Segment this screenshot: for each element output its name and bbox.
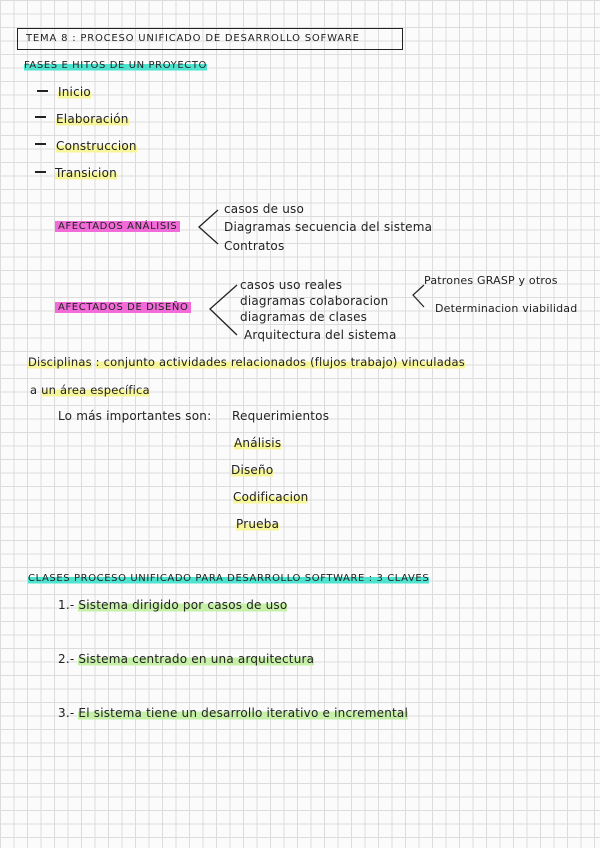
- disciplina-item: [233, 490, 308, 504]
- diseno-label: [55, 302, 191, 313]
- diseno-side-brace-icon: [410, 283, 426, 311]
- disciplinas-line-2-plain: a: [30, 383, 38, 397]
- analisis-label: [55, 221, 180, 232]
- fase-item: [56, 112, 129, 126]
- page-title: TEMA 8 : PROCESO UNIFICADO DE DESARROLLO SOFWARE: [17, 28, 403, 50]
- disciplinas-line-2: [30, 383, 150, 397]
- fase-item: [58, 85, 91, 99]
- disciplina-item-text: Prueba: [236, 517, 280, 531]
- clave-item: [58, 598, 287, 612]
- disciplina-item-text: Análisis: [234, 436, 282, 450]
- clave-number: 1.-: [58, 598, 75, 612]
- claves-heading-text: CLASES PROCESO UNIFICADO PARA DESARROLLO SOFTWARE : 3 CLAVES: [28, 573, 430, 584]
- analisis-brace-icon: [196, 208, 222, 248]
- disciplinas-intro: Lo más importantes son:: [58, 409, 212, 423]
- bullet-dash: [37, 90, 48, 92]
- bullet-dash: [35, 143, 46, 145]
- diseno-item: casos uso reales: [240, 278, 343, 292]
- disciplina-item: [234, 436, 281, 450]
- analisis-label-text: AFECTADOS ANÁLISIS: [55, 221, 180, 232]
- disciplina-item-text: Diseño: [231, 463, 274, 477]
- analisis-item: Diagramas secuencia del sistema: [224, 220, 433, 234]
- clave-number: 3.-: [58, 706, 75, 720]
- disciplina-item: Requerimientos: [232, 409, 330, 423]
- fase-item-text: Inicio: [58, 85, 91, 99]
- disciplinas-definition: : conjunto actividades relacionados (flujos trabajo) vinculadas: [95, 355, 465, 369]
- analisis-item: Contratos: [224, 239, 285, 253]
- diseno-label-text: AFECTADOS DE DISEÑO: [55, 302, 191, 313]
- diseno-brace-icon: [207, 283, 241, 339]
- disciplinas-line: [28, 355, 465, 369]
- fase-item-text: Elaboración: [56, 112, 129, 126]
- disciplina-item-text: Codificacion: [233, 490, 309, 504]
- bullet-dash: [35, 171, 46, 173]
- analisis-item: casos de uso: [224, 202, 305, 216]
- bullet-dash: [35, 116, 46, 118]
- diseno-item: diagramas de clases: [240, 310, 368, 324]
- clave-text: El sistema tiene un desarrollo iterativo e incremental: [78, 706, 408, 720]
- fase-item-text: Construccion: [56, 139, 137, 153]
- clave-item: [58, 652, 314, 666]
- fases-heading: [24, 60, 207, 71]
- clave-text: Sistema dirigido por casos de uso: [78, 598, 288, 612]
- fase-item-text: Transicion: [55, 166, 117, 180]
- clave-text: Sistema centrado en una arquitectura: [78, 652, 315, 666]
- fase-item: [55, 166, 117, 180]
- fase-item: [56, 139, 137, 153]
- diseno-side-item: Determinacion viabilidad: [435, 302, 578, 315]
- diseno-item: Arquitectura del sistema: [244, 328, 397, 342]
- diseno-item: diagramas colaboracion: [240, 294, 389, 308]
- diseno-side-item: Patrones GRASP y otros: [424, 274, 558, 287]
- disciplinas-line-2-highlight: un área específica: [41, 383, 150, 397]
- claves-heading: [28, 573, 429, 584]
- fases-heading-text: FASES E HITOS DE UN PROYECTO: [24, 60, 208, 71]
- clave-item: [58, 706, 408, 720]
- clave-number: 2.-: [58, 652, 75, 666]
- disciplina-item: [236, 517, 279, 531]
- disciplinas-label: Disciplinas: [28, 355, 92, 369]
- disciplina-item: [231, 463, 273, 477]
